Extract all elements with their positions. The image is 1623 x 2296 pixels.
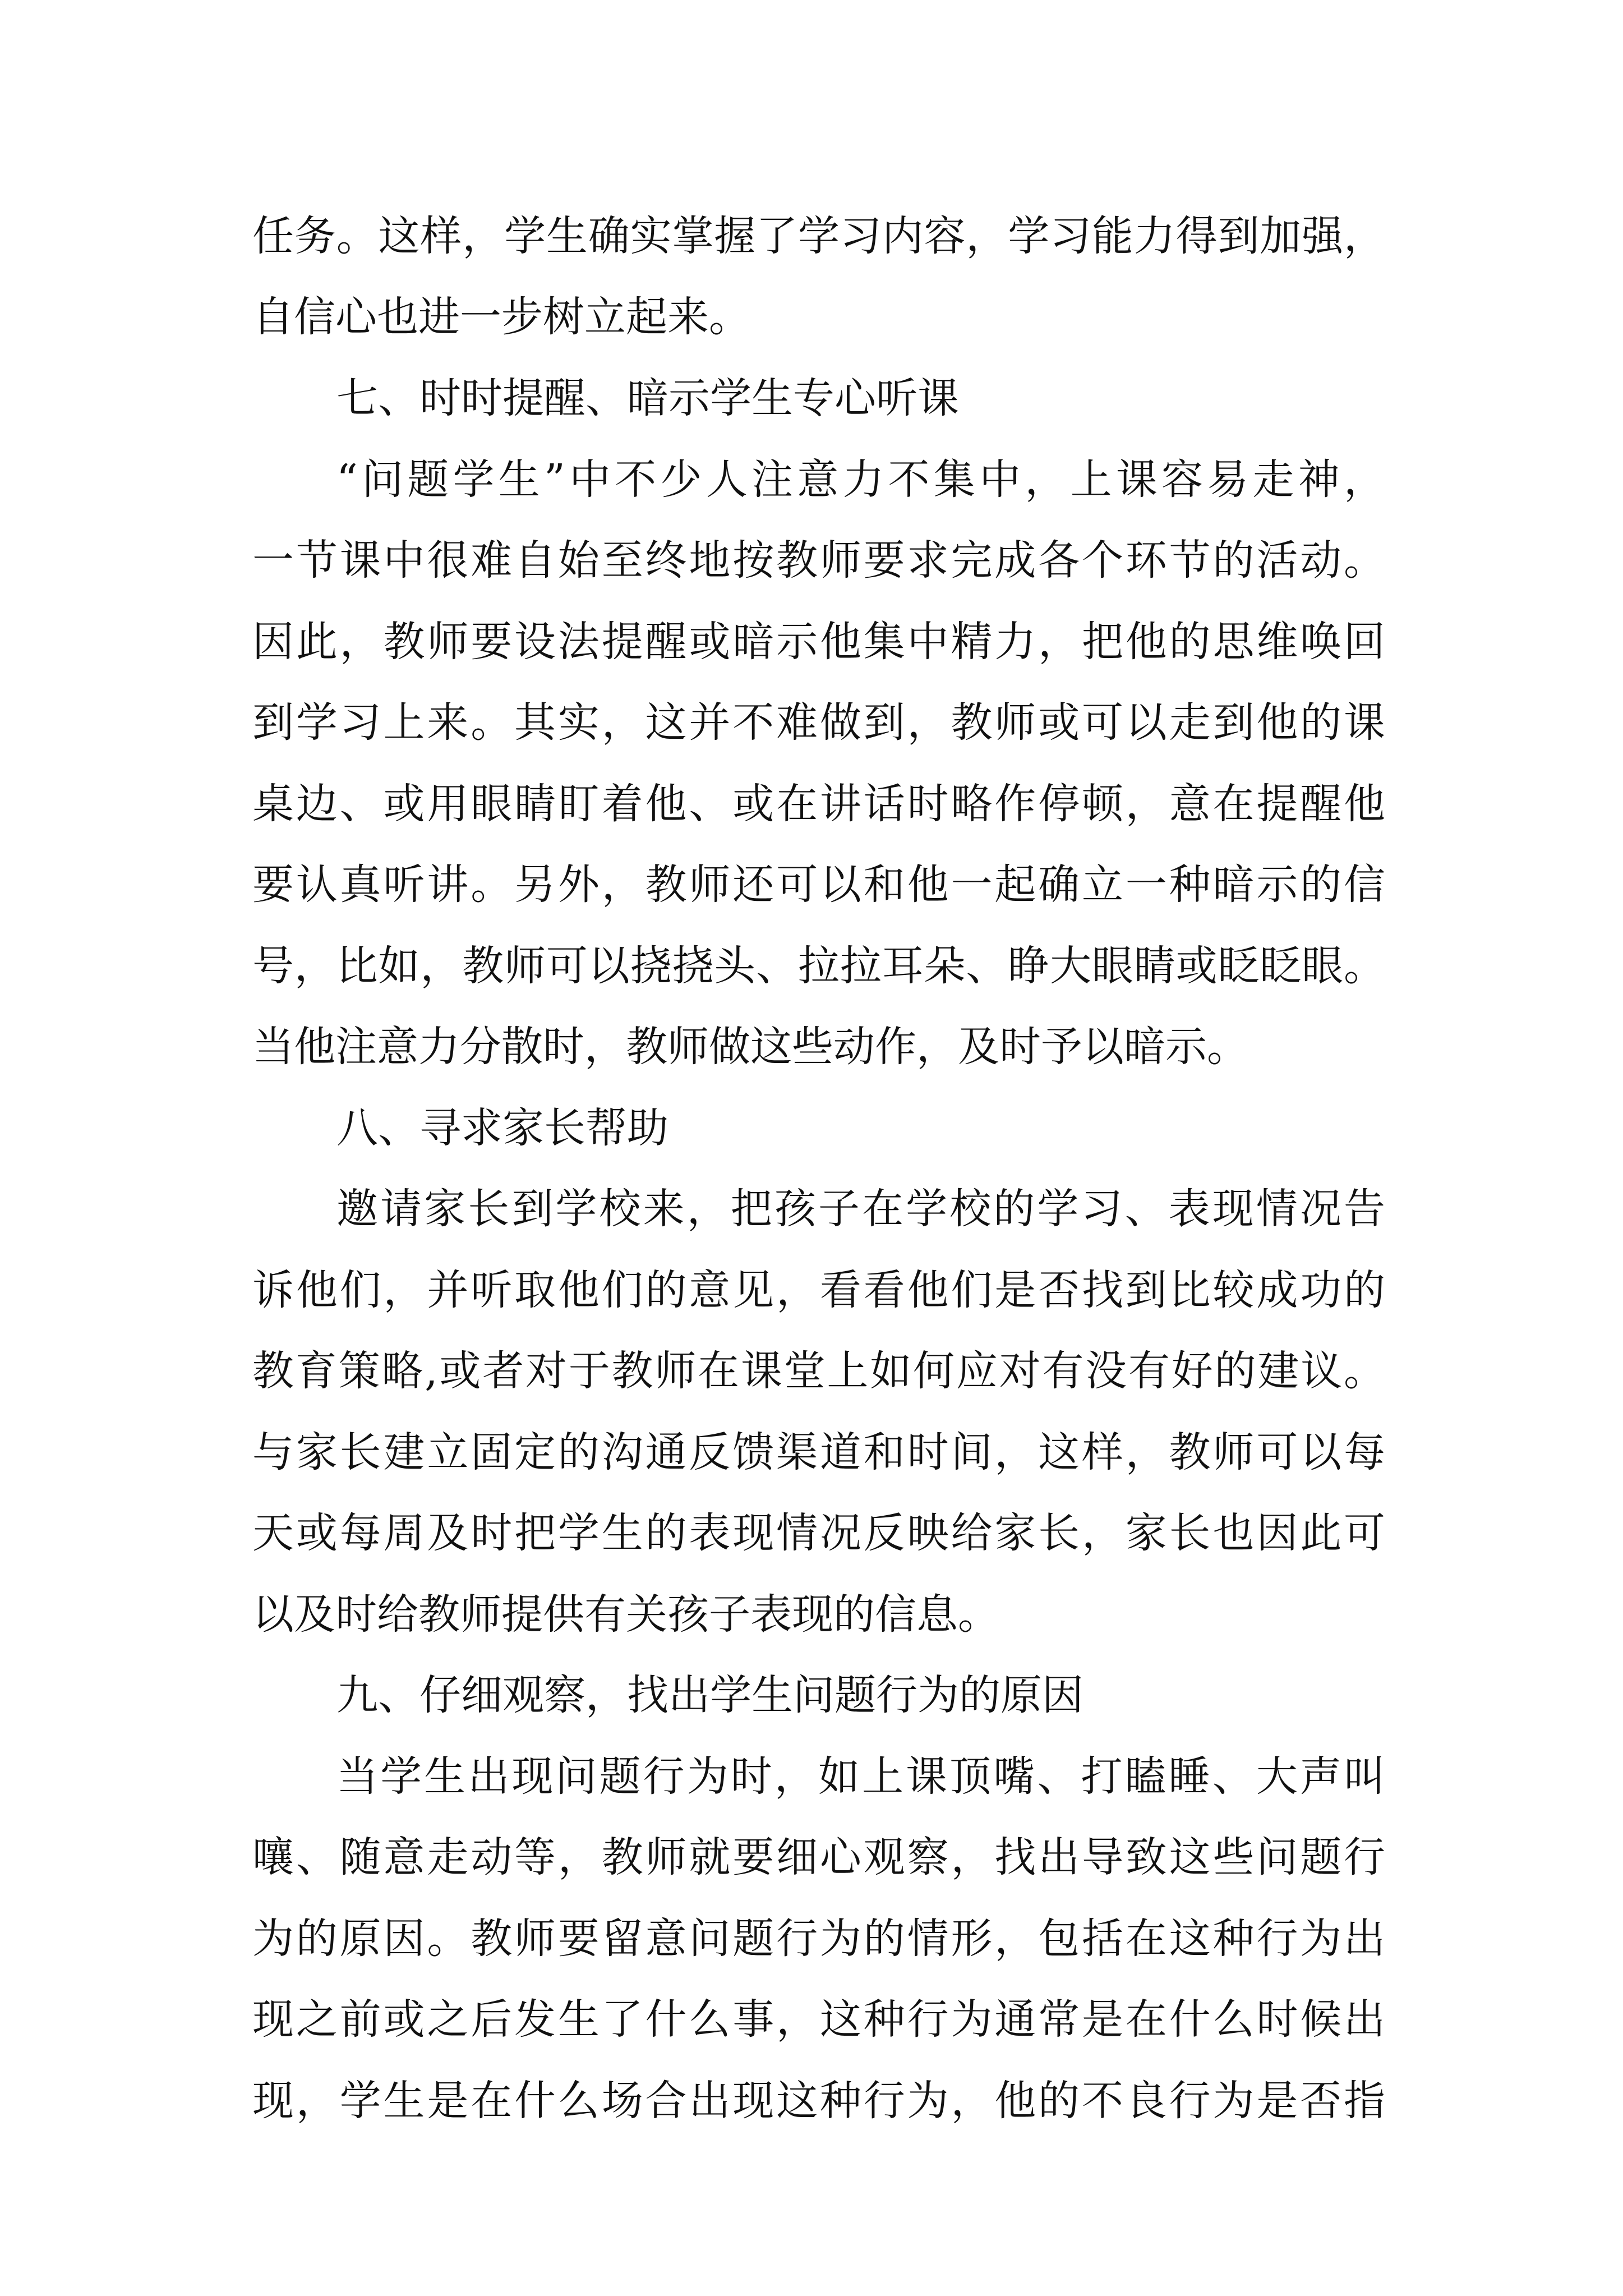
text-line: 邀请家长到学校来，把孩子在学校的学习、表现情况告 [336,1185,1385,1233]
text-line: 因此，教师要设法提醒或暗示他集中精力，把他的思维唤回 [252,618,1385,666]
text-line: 自信心也进一步树立起来。 [252,293,750,341]
text-line: “问题学生”中不少人注意力不集中，上课容易走神， [336,455,1385,504]
text-line: 以及时给教师提供有关孩子表现的信息。 [252,1590,999,1639]
text-line: 任务。这样，学生确实掌握了学习内容，学习能力得到加强， [252,212,1385,260]
text-line: 嚷、随意走动等，教师就要细心观察，找出导致这些问题行 [252,1833,1385,1881]
text-line: 天或每周及时把学生的表现情况反映给家长，家长也因此可 [252,1509,1385,1557]
text-line: 到学习上来。其实，这并不难做到，教师或可以走到他的课 [252,698,1385,747]
text-line: 与家长建立固定的沟通反馈渠道和时间，这样，教师可以每 [252,1428,1385,1476]
text-line: 现，学生是在什么场合出现这种行为，他的不良行为是否指 [252,2077,1385,2125]
text-line: 当学生出现问题行为时，如上课顶嘴、打瞌睡、大声叫 [336,1752,1385,1801]
text-line: 要认真听讲。另外，教师还可以和他一起确立一种暗示的信 [252,861,1385,909]
text-line: 一节课中很难自始至终地按教师要求完成各个环节的活动。 [252,536,1385,585]
text-line: 教育策略,或者对于教师在课堂上如何应对有没有好的建议。 [252,1347,1385,1395]
text-line: 现之前或之后发生了什么事，这种行为通常是在什么时候出 [252,1995,1385,2044]
text-line: 为的原因。教师要留意问题行为的情形，包括在这种行为出 [252,1915,1385,1963]
text-line: 诉他们，并听取他们的意见，看看他们是否找到比较成功的 [252,1266,1385,1314]
text-line: 当他注意力分散时，教师做这些动作，及时予以暗示。 [252,1023,1248,1071]
text-line: 桌边、或用眼睛盯着他、或在讲话时略作停顿，意在提醒他 [252,780,1385,828]
section-heading: 九、仔细观察，找出学生问题行为的原因 [336,1671,1083,1719]
text-line: 号，比如，教师可以挠挠头、拉拉耳朵、睁大眼睛或眨眨眼。 [252,942,1385,990]
section-heading: 八、寻求家长帮助 [336,1104,668,1152]
section-heading: 七、时时提醒、暗示学生专心听课 [336,374,959,422]
